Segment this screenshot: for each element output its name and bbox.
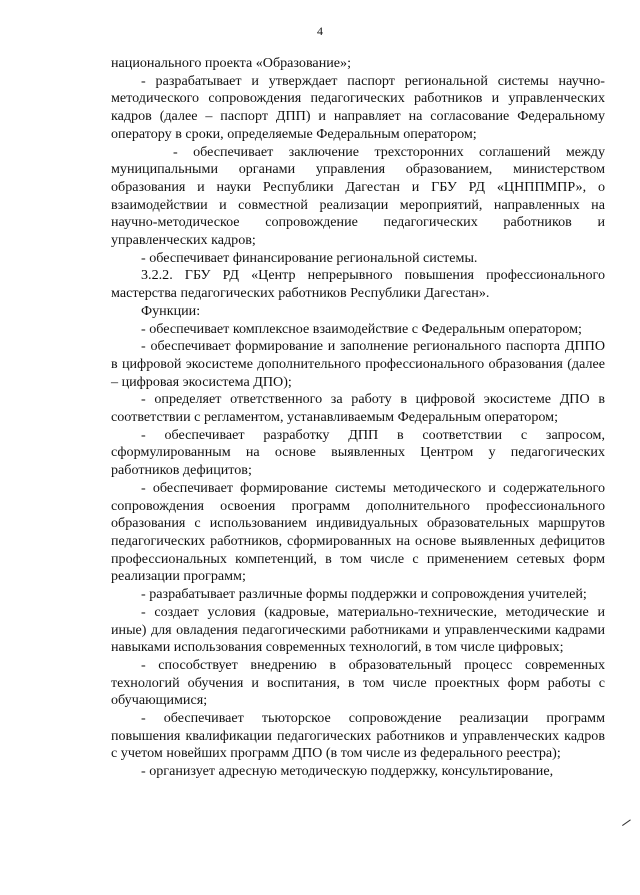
document-body xyxy=(111,55,605,781)
list-item-passport: - разрабатывает и утверждает паспорт региональной системы научно-методического сопровождения педагогических работников и управленческих кадров (далее – паспорт ДПП) и направляет на согласование Федеральному оператору в сроки, определяемые Федеральным оператором; xyxy=(111,72,605,142)
page-number: 4 xyxy=(317,24,323,38)
list-item-tutoring: - обеспечивает тьюторское сопровождение реализации программ повышения квалификации педагогических работников и управленческих кадров с учетом новейших программ ДПО (в том числе из федерального реестра); xyxy=(111,710,605,762)
list-item-support-system: - обеспечивает формирование системы методического и содержательного сопровождения освоения программ дополнительного профессионального образования с использованием индивидуальных образовательных маршрутов педагогических работников, сформированных на основе выявленных дефицитов профессиональных компетенций, в том числе с применением сетевых форм реализации программ; xyxy=(111,479,605,585)
list-item-methodical-support: - организует адресную методическую поддержку, консультирование, xyxy=(141,763,554,780)
list-item-financing: - обеспечивает финансирование региональной системы. xyxy=(141,249,478,266)
list-item-dpp-development: - обеспечивает разработку ДПП в соответствии с запросом, сформулированным на основе выявленных Центром у педагогических работников дефицитов; xyxy=(111,426,605,479)
functions-label: Функции: xyxy=(141,302,201,319)
list-item-responsible: - определяет ответственного за работу в цифровой экосистеме ДПО в соответствии с регламентом, устанавливаемым Федеральным оператором; xyxy=(111,391,605,426)
list-item-technologies: - способствует внедрению в образовательный процесс современных технологий обучения и воспитания, в том числе проектных форм работы с обучающимися; xyxy=(111,656,605,709)
list-item-agreements: - обеспечивает заключение трехсторонних соглашений между муниципальными органами управления образованием, министерством образования и науки Республики Дагестан и ГБУ РД «ЦНППМПР», о взаимодействии и совместной реализации мероприятий, направленных на научно-методическое сопровождение педагогических работников и управленческих кадров; xyxy=(111,143,605,249)
list-item-support-forms: - разрабатывает различные формы поддержки и сопровождения учителей; xyxy=(141,586,587,603)
pen-mark xyxy=(622,819,632,827)
list-item-conditions: - создает условия (кадровые, материально-технические, методические и иные) для овладения педагогическими работниками и управленческими кадрами навыками использования современных технологий, в том числе цифровых; xyxy=(111,603,605,656)
paragraph-continuation: национального проекта «Образование»; xyxy=(111,55,351,71)
list-item-regional-passport: - обеспечивает формирование и заполнение регионального паспорта ДППО в цифровой экосистеме дополнительного профессионального образования (далее – цифровая экосистема ДПО); xyxy=(111,338,605,390)
list-item-interaction: - обеспечивает комплексное взаимодействие с Федеральным оператором; xyxy=(141,320,582,337)
section-heading-3-2-2: 3.2.2. ГБУ РД «Центр непрерывного повышения профессионального мастерства педагогических работников Республики Дагестан». xyxy=(111,267,605,302)
